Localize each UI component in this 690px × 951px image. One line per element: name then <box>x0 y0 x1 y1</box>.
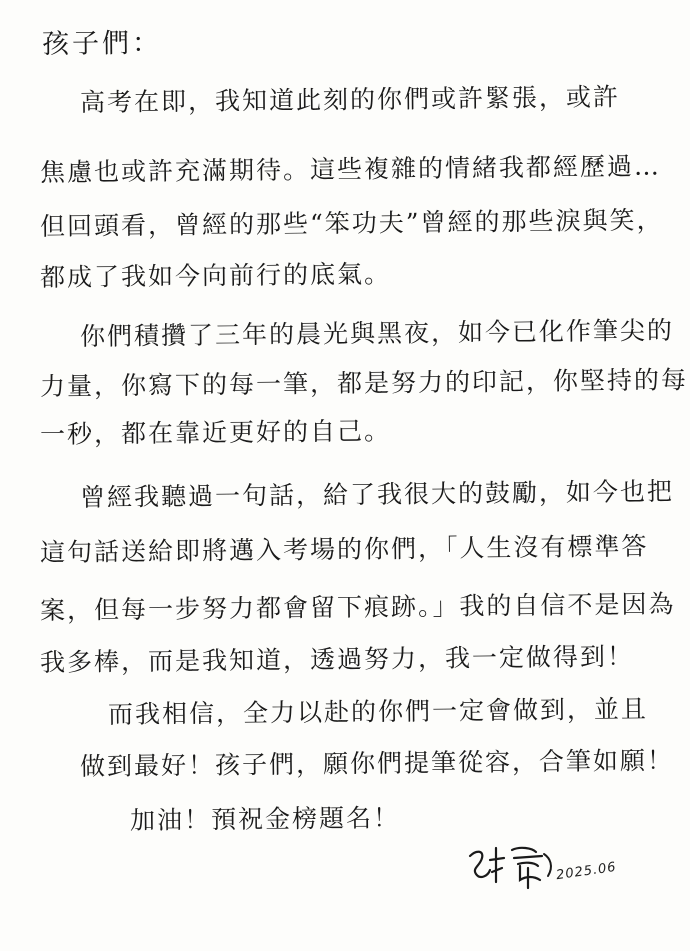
letter-line: 這句話送給即將邁入考場的你們，「人生沒有標準答 <box>39 531 649 567</box>
letter-line: 加油！預祝金榜題名！ <box>129 803 401 835</box>
letter-line: 高考在即，我知道此刻的你們或許緊張，或許 <box>79 82 621 117</box>
letter-line: 案，但每一步努力都會留下痕跡。」我的自信不是因為 <box>39 589 676 625</box>
letter-line: 但回頭看，曾經的那些“笨功夫”曾經的那些淚與笑， <box>39 205 664 241</box>
letter-line: 都成了我如今向前行的底氣。 <box>39 259 392 292</box>
signature-scribble <box>462 836 582 892</box>
signature-date: 2025.06 <box>555 859 618 884</box>
letter-line: 而我相信，全力以赴的你們一定會做到，並且 <box>107 694 649 729</box>
salutation: 孩子們： <box>41 27 163 60</box>
signature-block <box>462 836 632 896</box>
letter-line: 我多棒，而是我知道，透過努力，我一定做得到！ <box>39 641 635 677</box>
letter-line: 曾經我聽過一句話，給了我很大的鼓勵，如今也把 <box>79 476 675 512</box>
letter-line: 做到最好！孩子們，願你們提筆從容，合筆如願！ <box>79 745 675 781</box>
letter-line: 力量，你寫下的每一筆，都是努力的印記，你堅持的每 <box>39 365 689 401</box>
letter-line: 你們積攢了三年的晨光與黑夜，如今已化作筆尖的 <box>79 315 675 351</box>
letter-line: 一秒，都在靠近更好的自己。 <box>39 416 392 449</box>
letter-line: 焦慮也或許充滿期待。這些複雜的情緒我都經歷過… <box>39 151 662 187</box>
